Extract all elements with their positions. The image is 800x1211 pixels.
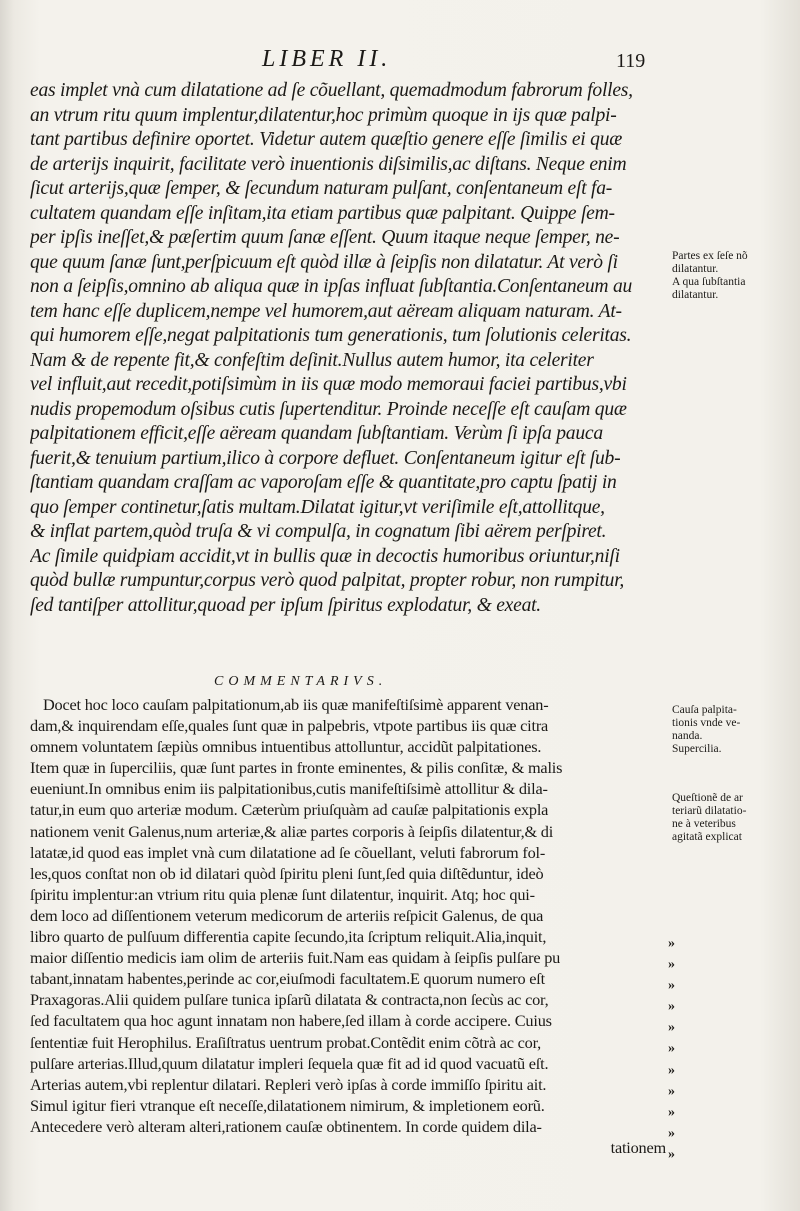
margin-note-questio xyxy=(672,792,790,844)
commentary-line: maior diſſentio medicis iam olim de arteriis fuit.Nam eas quidam à ſeipſis pulſare pu xyxy=(30,948,561,968)
quote-mark: » xyxy=(668,936,675,951)
commentary-line: les,quos conſtat non ob id dilatari quòd ſpiritu pleni ſunt,ſed quia diſtẽduntur, ideò xyxy=(30,863,544,883)
page-number: 119 xyxy=(616,50,646,72)
main-text-line: non a ſeipſis,omnino ab aliqua quæ in ipſas influat ſubſtantia.Conſentaneum au xyxy=(30,276,633,297)
commentary-line: Praxagoras.Alii quidem pulſare tunica ipſarũ dilatata & contracta,non ſecùs ac cor, xyxy=(30,990,549,1010)
margin-note-causa xyxy=(672,704,790,756)
commentary-line: eueniunt.In omnibus enim iis palpitationibus,cutis manifeſtiſsimè attollitur & dila- xyxy=(30,779,548,799)
margin-note-line: ne à veteribus xyxy=(672,818,736,830)
commentary-line: pulſare arterias.Illud,quum dilatatur impleri ſequela quæ fit ad id quod vacuatũ eſt. xyxy=(30,1053,549,1073)
main-text-line: cultatem quandam eſſe inſitam,ita etiam partibus quæ palpitant. Quippe ſem- xyxy=(30,202,615,224)
main-text-line: tem hanc eſſe duplicem,nempe vel humorem,aut aëream aliquam naturam. At- xyxy=(30,300,622,322)
main-text-line: de arterijs inquirit, facilitate verò inuentionis diſsimilis,ac diſtans. Neque enim xyxy=(30,153,627,175)
commentary-line: latatæ,id quod eas implet vnà cum dilatatione ad ſe cõuellant, veluti fabrorum fol- xyxy=(30,842,546,862)
running-title: LIBER II. xyxy=(262,46,392,72)
quote-mark: » xyxy=(668,1146,675,1162)
commentary-line: ſententiæ fuit Herophilus. Eraſiſtratus uentrum probat.Contẽdit enim cõtrà ac cor, xyxy=(30,1032,542,1052)
commentary-line: tatur,in eum quo arteriæ modum. Cæterùm priuſquàm ad cauſæ palpitationis expla xyxy=(30,800,549,820)
main-text-line: qui humorem eſſe,negat palpitationis tum generationis, tum ſolutionis celeritas. xyxy=(30,325,632,346)
commentary-line: Item quæ in ſuperciliis, quæ ſunt partes in fronte eminentes, & pilis conſitæ, & malis xyxy=(30,758,563,778)
quote-mark: » xyxy=(668,1104,675,1120)
page-header xyxy=(0,46,800,80)
quote-mark: » xyxy=(668,957,675,973)
quotation-marks-column xyxy=(668,933,692,1165)
commentary-line: dem loco ad diſſentionem veterum medicorum de arteriis reſpicit Galenus, de qua xyxy=(30,905,544,925)
margin-note-line: agitatã explicat xyxy=(672,831,742,843)
main-text-line: ſicut arterijs,quæ ſemper, & ſecundum naturam pulſant, conſentaneum eſt fa- xyxy=(30,178,613,199)
quote-mark: » xyxy=(668,1083,675,1099)
commentary-line: tabant,innatam habentes,perinde ac cor,eiuſmodi facultatem.E quorum numero eſt xyxy=(30,969,545,989)
margin-note-line: dilatantur. xyxy=(672,263,719,275)
commentary-line: ſed facultatem qua hoc agunt innatam non habere,ſed illam à corde accipere. Cuius xyxy=(30,1011,552,1031)
quote-mark: » xyxy=(668,1020,675,1036)
margin-note-line: A qua ſubſtantia xyxy=(672,276,746,288)
quote-mark: » xyxy=(668,978,675,994)
margin-note-line: teriarũ dilatatio- xyxy=(672,805,747,817)
commentary-line: Arterias autem,vbi replentur dilatari. Repleri verò ipſas à corde immiſſo ſpiritu ait. xyxy=(30,1074,547,1094)
commentary-line: Docet hoc loco cauſam palpitationum,ab iis quæ manifeſtiſsimè apparent venan- xyxy=(43,695,549,714)
quote-mark: » xyxy=(668,1125,675,1141)
commentary-line: omnem voluntatem ſæpiùs omnibus intuentibus attolluntur, accidũt palpitationes. xyxy=(30,737,542,757)
margin-note-line: Queſtionẽ de ar xyxy=(672,792,743,804)
commentary-line: nationem venit Galenus,num arteriæ,& aliæ partes corporis à ſeipſis dilatentur,& di xyxy=(30,821,554,841)
quote-mark: » xyxy=(668,999,675,1015)
main-text-line: palpitationem efficit,eſſe aëream quandam ſubſtantiam. Verùm ſi ipſa pauca xyxy=(30,423,603,444)
main-text-line: fuerit,& tenuium partium,ilico à corpore defluet. Conſentaneum igitur eſt ſub- xyxy=(30,447,621,469)
margin-note-line: Cauſa palpita- xyxy=(672,704,737,716)
main-text-line: per ipſis ineſſet,& pæſertim quum ſanæ eſſent. Quum itaque neque ſemper, ne- xyxy=(30,227,620,248)
margin-note-line: nanda. xyxy=(672,730,703,742)
margin-note-line: dilatantur. xyxy=(672,289,719,301)
main-text-line: eas implet vnà cum dilatatione ad ſe cõuellant, quemadmodum fabrorum folles, xyxy=(30,80,633,101)
commentary-text-block xyxy=(30,694,670,1158)
main-text-line: ſed tantiſper attollitur,quoad per ipſum ſpiritus explodatur, & exeat. xyxy=(30,594,541,616)
main-text-line: an vtrum ritu quum implentur,dilatentur,hoc primùm quoque in ijs quæ palpi- xyxy=(30,104,617,126)
main-text-line: tant partibus definire oportet. Videtur autem quæſtio genere eſſe ſimilis ei quæ xyxy=(30,129,623,150)
commentary-heading: COMMENTARIVS. xyxy=(214,674,388,689)
margin-note-line: Supercilia. xyxy=(672,743,722,755)
main-text-line: nudis propemodum oſsibus cutis ſupertenditur. Proinde neceſſe eſt cauſam quæ xyxy=(30,398,627,420)
main-text-line: quòd bullæ rumpuntur,corpus verò quod palpitat, propter robur, non rumpitur, xyxy=(30,570,625,591)
margin-note-line: Partes ex ſeſe nõ xyxy=(672,250,748,262)
main-text-line: Nam & de repente fit,& confeſtim deſinit.Nullus autem humor, ita celeriter xyxy=(30,349,594,371)
commentary-line: dam,& inquirendam eſſe,quales ſunt quæ in palpebris, vtpote partibus iis quæ citra xyxy=(30,716,549,736)
main-text-line: ſtantiam quandam craſſam ac vaporoſam eſſe & quantitate,pro captu ſpatij in xyxy=(30,472,617,493)
quote-mark: » xyxy=(668,1041,675,1057)
main-text-line: vel influit,aut recedit,potiſsimùm in iis quæ modo memoraui faciei partibus,vbi xyxy=(30,374,627,395)
main-text-block xyxy=(30,79,666,618)
commentary-line: libro quarto de pulſuum differentia capite ſecundo,ita ſcriptum reliquit.Alia,inquit, xyxy=(30,927,547,947)
commentary-line: tationem xyxy=(610,1137,666,1157)
margin-note-partes xyxy=(672,250,790,302)
margin-note-line: tionis vnde ve- xyxy=(672,717,741,729)
quote-mark: » xyxy=(668,1062,675,1078)
main-text-line: & inflat partem,quòd truſa & vi compulſa, in cognatum ſibi aërem perſpiret. xyxy=(30,521,607,542)
main-text-line: quo ſemper continetur,ſatis multam.Dilatat igitur,vt veriſimile eſt,attollitque, xyxy=(30,496,605,518)
commentary-line: Antecedere verò alteram alteri,rationem cauſæ obtinentem. In corde quidem dila- xyxy=(30,1116,542,1136)
main-text-line: que quum ſanæ ſunt,perſpicuum eſt quòd illæ à ſeipſis non dilatatur. At verò ſi xyxy=(30,251,618,273)
commentary-line: Simul igitur fieri vtranque eſt neceſſe,dilatationem nimirum, & impletionem eorũ. xyxy=(30,1095,545,1115)
commentary-line: ſpiritu implentur:an vtrium ritu quia plenæ ſunt dilatentur, inquirit. Atq; hoc qui- xyxy=(30,884,535,904)
main-text-line: Ac ſimile quidpiam accidit,vt in bullis quæ in decoctis humoribus oriuntur,niſi xyxy=(30,545,620,567)
